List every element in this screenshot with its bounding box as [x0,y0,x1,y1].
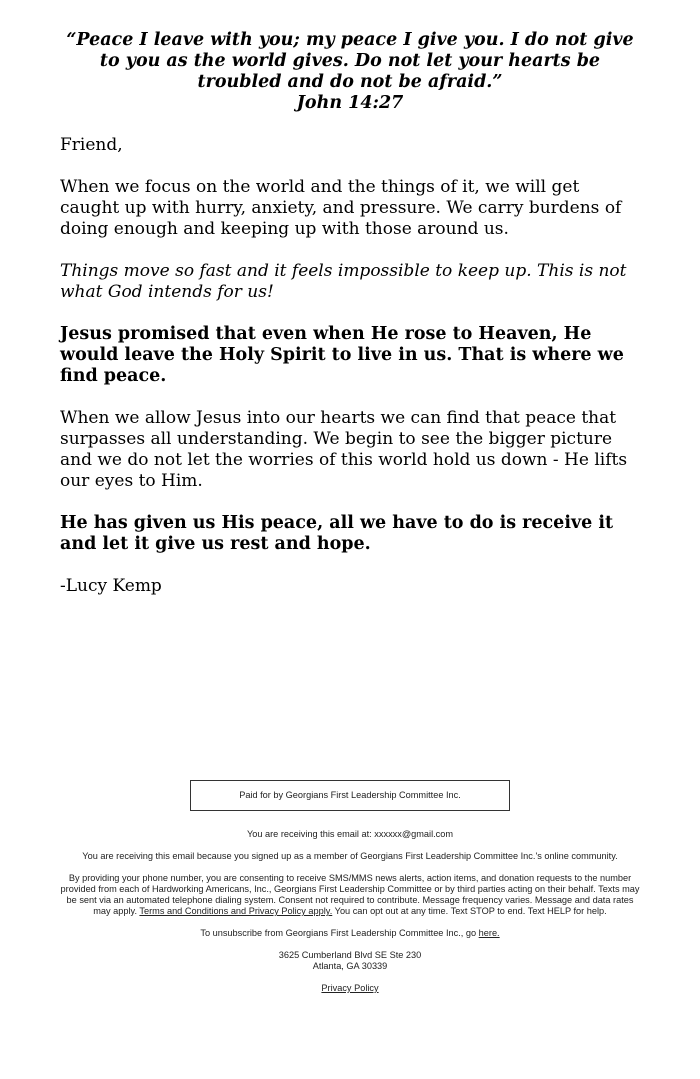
mailing-address [0,950,700,972]
sms-consent-tail: You can opt out at any time. Text STOP to end. Text HELP for help. [334,906,607,916]
sms-consent-notice [0,873,700,917]
email-footer [0,780,700,994]
scripture-quote [60,30,640,114]
unsubscribe-text: To unsubscribe from Georgians First Leadership Committee Inc., go [200,928,477,938]
sms-consent-text: By providing your phone number, you are consenting to receive SMS/MMS news alerts, action items, and donation requests to the number provided from each of Hardworking Americans, Inc., Georgians First Leadership Committee or by third parties acting on their behalf. Texts may be sent via an automated telephone dialing system. Consent not required to contribute. Message frequency varies. Message and data rates may apply. [60,873,640,916]
paragraph-5: He has given us His peace, all we have to do is receive it and let it give us rest and hope. [60,513,614,554]
unsubscribe-link[interactable]: here. [478,928,500,938]
privacy-policy-link[interactable]: Privacy Policy [321,983,379,993]
paragraph-4: When we allow Jesus into our hearts we can find that peace that surpasses all understanding. We begin to see the bigger picture and we do not let the worries of this world hold us down - He lifts our eyes to Him. [60,408,628,491]
address-line-1: 3625 Cumberland Blvd SE Ste 230 [278,950,422,960]
privacy-policy-line [0,983,700,994]
address-line-2: Atlanta, GA 30339 [312,961,388,971]
paragraph-3: Jesus promised that even when He rose to Heaven, He would leave the Holy Spirit to live in us. That is where we find peace. [60,324,624,386]
greeting: Friend, [60,135,123,155]
signature: -Lucy Kemp [60,576,162,596]
paragraph-1: When we focus on the world and the things of it, we will get caught up with hurry, anxiety, and pressure. We carry burdens of doing enough and keeping up with those around us. [60,177,622,239]
unsubscribe-notice [0,928,700,939]
terms-privacy-link[interactable]: Terms and Conditions and Privacy Policy apply. [139,906,333,916]
paid-for-disclaimer [190,780,510,811]
quote-reference: John 14:27 [296,93,404,113]
paragraph-2: Things move so fast and it feels impossible to keep up. This is not what God intends for us! [60,261,627,302]
receiving-address-notice: You are receiving this email at: xxxxxx@gmail.com [246,829,454,839]
quote-text: “Peace I leave with you; my peace I give you. I do not give to you as the world gives. Do not let your hearts be troubled and do not be afraid.” [66,30,634,92]
paid-for-text: Paid for by Georgians First Leadership Committee Inc. [239,790,461,800]
membership-notice: You are receiving this email because you signed up as a member of Georgians First Leadership Committee Inc.'s online community. [82,851,618,861]
